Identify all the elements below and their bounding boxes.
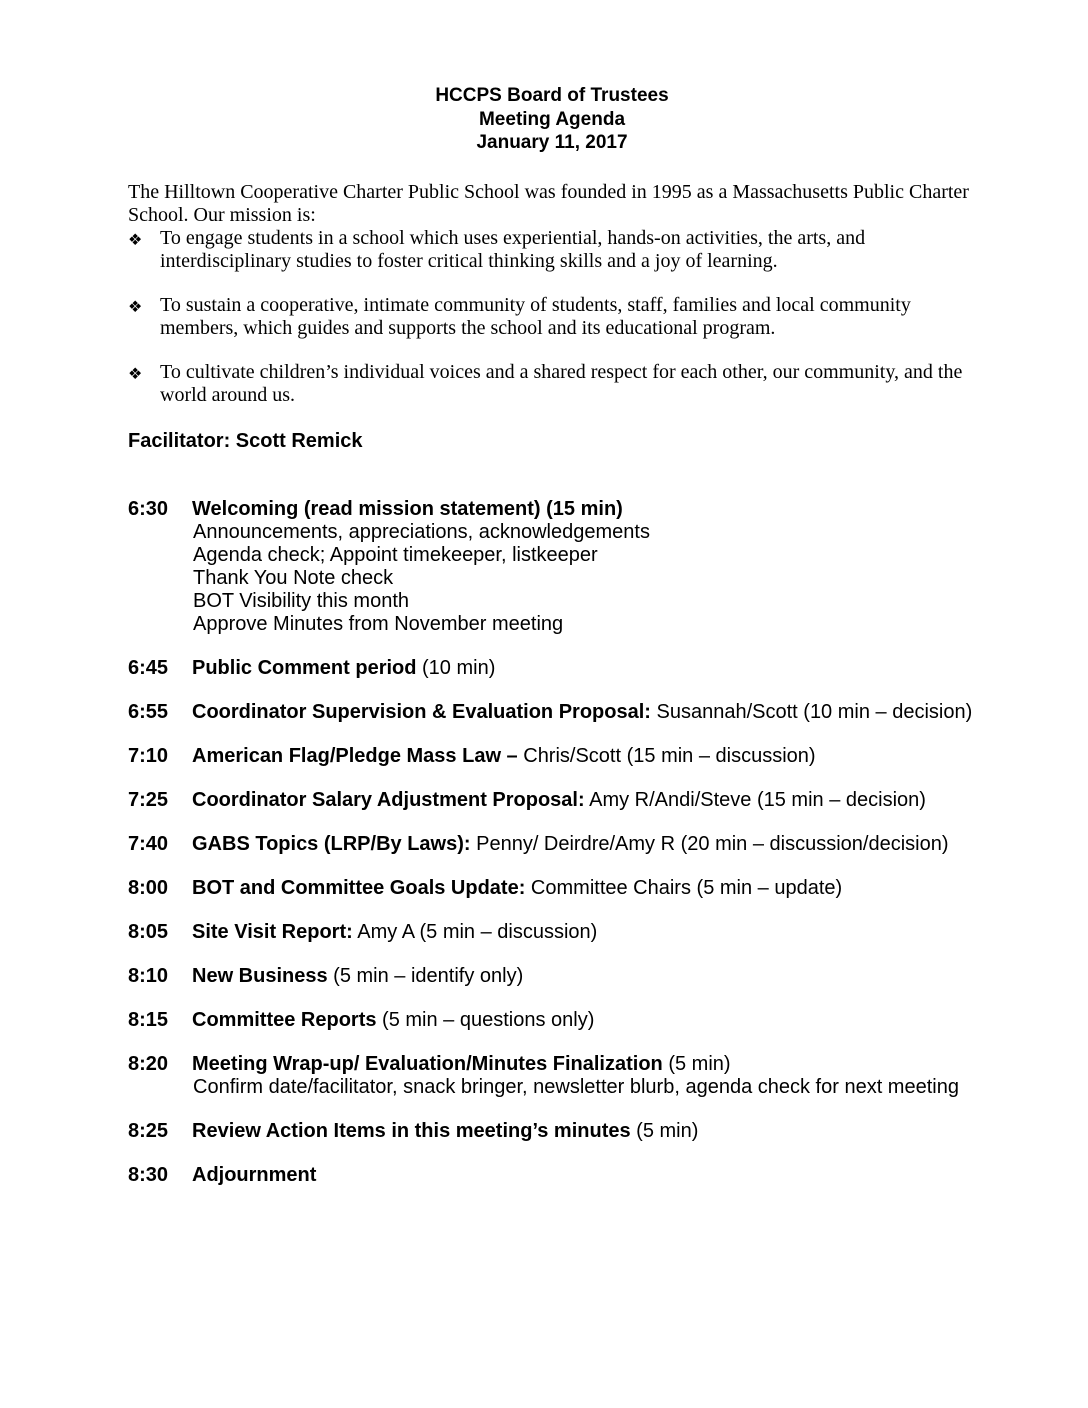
agenda-item	[128, 701, 992, 724]
diamond-bullet-icon: ❖	[128, 365, 143, 383]
agenda-detail: Susannah/Scott (10 min – decision)	[650, 700, 973, 723]
agenda-subline: Confirm date/facilitator, snack bringer, newsletter blurb, agenda check for next meeting	[193, 1075, 959, 1098]
agenda-detail: Amy A (5 min – discussion)	[352, 920, 598, 943]
agenda-title: BOT and Committee Goals Update:	[192, 876, 526, 899]
agenda-subline: Thank You Note check	[193, 566, 394, 589]
agenda-item	[128, 877, 992, 900]
mission-bullet-text: To sustain a cooperative, intimate community of students, staff, families and local community members, which guides and supports the school and its educational program.	[160, 293, 911, 339]
agenda-title: Public Comment period	[192, 656, 417, 679]
agenda-list	[128, 498, 992, 1187]
mission-bullet	[128, 361, 992, 407]
agenda-subline: Approve Minutes from November meeting	[193, 612, 564, 635]
agenda-time: 8:20	[128, 1052, 169, 1075]
agenda-time: 6:45	[128, 656, 169, 679]
agenda-time: 8:25	[128, 1119, 169, 1142]
agenda-subline: BOT Visibility this month	[193, 589, 410, 612]
agenda-time: 7:25	[128, 788, 169, 811]
agenda-time: 6:55	[128, 700, 169, 723]
agenda-item	[128, 657, 992, 680]
agenda-title: Adjournment	[192, 1163, 317, 1186]
mission-bullet	[128, 227, 992, 273]
agenda-item	[128, 1009, 992, 1032]
agenda-detail: Amy R/Andi/Steve (15 min – decision)	[584, 788, 926, 811]
document-header	[112, 84, 992, 155]
agenda-item	[128, 1053, 992, 1099]
meeting-date: January 11, 2017	[476, 132, 628, 153]
agenda-title: Coordinator Salary Adjustment Proposal:	[192, 788, 585, 811]
agenda-item	[128, 1164, 992, 1187]
agenda-time: 8:05	[128, 920, 169, 943]
agenda-time: 8:00	[128, 876, 169, 899]
agenda-title: New Business	[192, 964, 328, 987]
agenda-detail: (5 min)	[662, 1052, 731, 1075]
agenda-item	[128, 965, 992, 988]
agenda-item	[128, 789, 992, 812]
agenda-title: Meeting Wrap-up/ Evaluation/Minutes Finalization	[192, 1052, 663, 1075]
agenda-item	[128, 498, 992, 636]
agenda-subline: Agenda check; Appoint timekeeper, listkeeper	[193, 543, 598, 566]
agenda-subline: Announcements, appreciations, acknowledgements	[193, 520, 650, 543]
agenda-sublines	[193, 1076, 992, 1099]
agenda-sublines	[193, 521, 992, 636]
facilitator-line: Facilitator: Scott Remick	[128, 429, 363, 452]
agenda-time: 8:10	[128, 964, 169, 987]
agenda-detail: (5 min – identify only)	[327, 964, 524, 987]
agenda-title: GABS Topics (LRP/By Laws):	[192, 832, 471, 855]
agenda-item	[128, 921, 992, 944]
diamond-bullet-icon: ❖	[128, 231, 143, 249]
agenda-time: 7:10	[128, 744, 169, 767]
intro-paragraph: The Hilltown Cooperative Charter Public School was founded in 1995 as a Massachusetts Public Charter School. Our mission is:	[128, 180, 969, 226]
agenda-detail: Chris/Scott (15 min – discussion)	[517, 744, 816, 767]
agenda-time: 6:30	[128, 497, 169, 520]
agenda-item	[128, 745, 992, 768]
mission-bullet	[128, 294, 992, 340]
agenda-item	[128, 833, 992, 856]
diamond-bullet-icon: ❖	[128, 298, 143, 316]
agenda-time: 8:30	[128, 1163, 169, 1186]
agenda-title: Review Action Items in this meeting’s minutes	[192, 1119, 631, 1142]
agenda-title: Coordinator Supervision & Evaluation Proposal:	[192, 700, 651, 723]
agenda-title: Site Visit Report:	[192, 920, 353, 943]
agenda-detail: (10 min)	[416, 656, 496, 679]
agenda-detail: (5 min – questions only)	[376, 1008, 595, 1031]
agenda-item	[128, 1120, 992, 1143]
agenda-detail: (5 min)	[630, 1119, 699, 1142]
agenda-detail: Penny/ Deirdre/Amy R (20 min – discussion/decision)	[470, 832, 949, 855]
document-type: Meeting Agenda	[478, 108, 626, 130]
agenda-title: Welcoming (read mission statement) (15 min)	[192, 497, 623, 520]
agenda-detail: Committee Chairs (5 min – update)	[525, 876, 843, 899]
agenda-time: 7:40	[128, 832, 169, 855]
org-title: HCCPS Board of Trustees	[435, 85, 669, 106]
mission-bullet-text: To engage students in a school which uses experiential, hands-on activities, the arts, and interdisciplinary studies to foster critical thinking skills and a joy of learning.	[160, 226, 866, 272]
agenda-time: 8:15	[128, 1008, 169, 1031]
mission-bullet-text: To cultivate children’s individual voices and a shared respect for each other, our community, and the world around us.	[160, 360, 963, 406]
agenda-title: Committee Reports	[192, 1008, 377, 1031]
agenda-title: American Flag/Pledge Mass Law –	[192, 744, 518, 767]
mission-list	[128, 227, 992, 407]
